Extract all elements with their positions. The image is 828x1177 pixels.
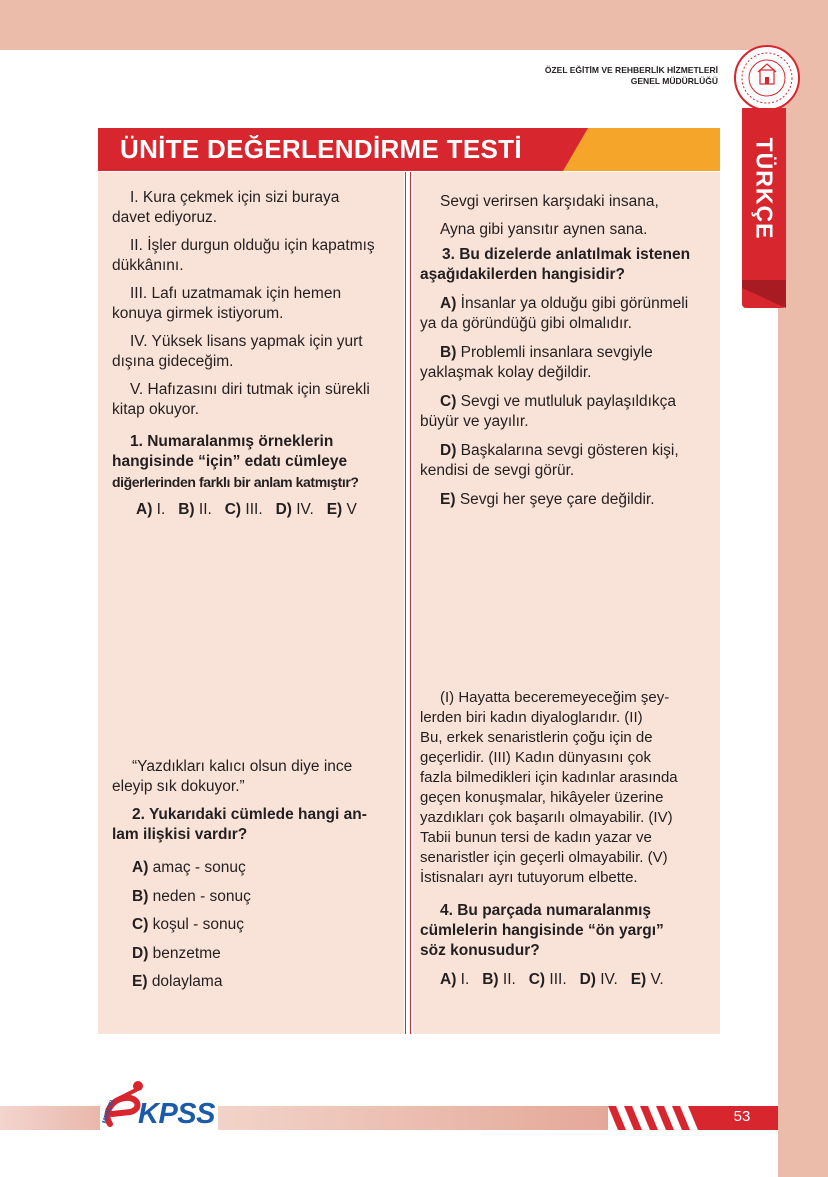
q4-option-b[interactable]: B) II.: [482, 971, 516, 988]
footer-band-middle: [218, 1106, 608, 1130]
subject-tab-label: TÜRKÇE: [751, 137, 778, 239]
q1-option-a[interactable]: A) I.: [136, 501, 166, 518]
q4-option-d[interactable]: D) IV.: [579, 971, 618, 988]
q1-option-c[interactable]: C) III.: [224, 501, 263, 518]
ministry-line-1: ÖZEL EĞİTİM VE REHBERLİK HİZMETLERİ: [544, 65, 718, 75]
q3-option-b[interactable]: B) Problemli insanlara sevgiyle yaklaşmak kolay değildir.: [420, 344, 653, 381]
q4-passage-line: senaristler için geçerli olmayabilir. (V): [420, 849, 668, 866]
q4-passage-line: geçen konuşmalar, hikâyeler üzerine: [420, 789, 664, 806]
q4-passage: [420, 688, 678, 888]
page-number: 53: [733, 1108, 751, 1125]
q1-line: II. İşler durgun olduğu için kapatmış: [130, 237, 375, 254]
footer-band-left: [0, 1106, 100, 1130]
q2-option-e[interactable]: E) dolaylama: [132, 973, 223, 990]
q2-stem-line: lam ilişkisi vardır?: [112, 826, 248, 843]
q4-passage-line: fazla bilmedikleri için kadınlar arasında: [420, 769, 678, 786]
q4-passage-line: lerden biri kadın diyaloglarıdır. (II): [420, 709, 643, 726]
q1-line: kitap okuyor.: [112, 401, 200, 418]
top-band: [0, 0, 828, 50]
logo-text: KPSS: [138, 1098, 215, 1130]
q1-statements: [112, 188, 375, 420]
q2-option-b[interactable]: B) neden - sonuç: [132, 887, 251, 905]
footer-stripes: [608, 1106, 708, 1130]
q1-stem: [112, 432, 359, 492]
q3-options: [420, 294, 688, 510]
q1-line: III. Lafı uzatmamak için hemen: [130, 285, 342, 302]
q1-option-d[interactable]: D) IV.: [275, 501, 314, 518]
test-title-bar: [98, 128, 720, 171]
q1-stem-line: 1. Numaralanmış örneklerin: [130, 433, 334, 450]
q4-passage-line: (I) Hayatta beceremeyeceğim şey-: [440, 689, 670, 706]
logo-small-text: MEBİZEL: [101, 1097, 117, 1125]
q1-options: [136, 500, 357, 520]
q2-option-d[interactable]: D) benzetme: [132, 944, 221, 962]
q2-quote-line: eleyip sık dokuyor.”: [112, 778, 245, 795]
q3-verse-line: Sevgi verirsen karşıdaki insana,: [440, 193, 659, 210]
q3-stem-line: aşağıdakilerden hangisidir?: [420, 266, 626, 283]
q1-line: V. Hafızasını diri tutmak için sürekli: [130, 381, 370, 398]
q3-option-e[interactable]: E) Sevgi her şeye çare değildir.: [440, 491, 655, 508]
q4-passage-line: yazdıkları çok başarılı olmayabilir. (IV): [420, 809, 673, 826]
q1-line: I. Kura çekmek için sizi buraya: [130, 189, 340, 206]
q1-line: IV. Yüksek lisans yapmak için yurt: [130, 333, 363, 350]
q4-option-e[interactable]: E) V.: [630, 971, 664, 988]
q3-verse: [420, 188, 659, 244]
q4-stem-line: 4. Bu parçada numaralanmış: [440, 902, 652, 919]
q2-stem: [112, 805, 367, 845]
q1-option-b[interactable]: B) II.: [178, 501, 212, 518]
q2-option-a[interactable]: A) amaç - sonuç: [132, 859, 246, 876]
q1-line: dışına gideceğim.: [112, 353, 234, 370]
ministry-name: [545, 65, 718, 87]
q3-stem: [420, 245, 690, 285]
q4-stem-line: söz konusudur?: [420, 942, 540, 959]
q1-line: davet ediyoruz.: [112, 209, 218, 226]
test-title: ÜNİTE DEĞERLENDİRME TESTİ: [120, 134, 522, 164]
q1-option-e[interactable]: E) V: [326, 501, 357, 518]
ministry-seal-icon: [733, 44, 801, 112]
subject-tab-label-wrap: [742, 118, 786, 258]
column-divider: [405, 172, 411, 1034]
q3-option-c[interactable]: C) Sevgi ve mutluluk paylaşıldıkça büyür ve yayılır.: [420, 393, 677, 430]
q3-verse-line: Ayna gibi yansıtır aynen sana.: [440, 221, 648, 238]
q2-options: [132, 854, 251, 997]
q4-option-c[interactable]: C) III.: [528, 971, 567, 988]
q1-line: konuya girmek istiyorum.: [112, 305, 284, 322]
q4-stem-line: cümlelerin hangisinde “ön yargı”: [420, 922, 664, 939]
q1-stem-line: diğerlerinden farklı bir anlam katmıştır?: [112, 474, 359, 490]
ministry-line-2: GENEL MÜDÜRLÜĞÜ: [630, 76, 718, 86]
q4-passage-line: İstisnaları ayrı tutuyorum elbette.: [420, 869, 638, 886]
q4-stem: [420, 901, 664, 961]
q2-quote: [112, 757, 352, 797]
q2-quote-line: “Yazdıkları kalıcı olsun diye ince: [132, 758, 353, 775]
q4-passage-line: Tabii bunun tersi de kadın yazar ve: [420, 829, 652, 846]
q4-passage-line: geçerlidir. (III) Kadın dünyasını çok: [420, 749, 651, 766]
q3-stem-line: 3. Bu dizelerde anlatılmak istenen: [442, 246, 691, 263]
q1-stem-line: hangisinde “için” edatı cümleye: [112, 453, 348, 470]
q2-stem-line: 2. Yukarıdaki cümlede hangi an-: [132, 806, 367, 823]
q2-option-c[interactable]: C) koşul - sonuç: [132, 916, 244, 933]
q4-options: [440, 970, 664, 990]
q4-option-a[interactable]: A) I.: [440, 971, 470, 988]
q3-option-a[interactable]: A) İnsanlar ya olduğu gibi görünmeli ya da göründüğü gibi olmalıdır.: [420, 295, 689, 332]
q1-line: dükkânını.: [112, 257, 184, 274]
q3-option-d[interactable]: D) Başkalarına sevgi gösteren kişi, kendisi de sevgi görür.: [420, 442, 679, 479]
q4-passage-line: Bu, erkek senaristlerin çoğu için de: [420, 729, 653, 746]
tab-fold: [742, 280, 786, 310]
